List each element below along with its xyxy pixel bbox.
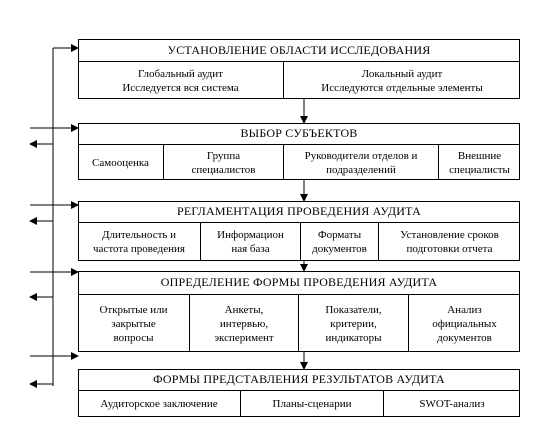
- block-title: УСТАНОВЛЕНИЕ ОБЛАСТИ ИССЛЕДОВАНИЯ: [78, 39, 520, 62]
- cell-line: Исследуются отдельные элементы: [321, 81, 483, 94]
- cell-line: Локальный аудит: [361, 67, 443, 80]
- cell-line: интервью,: [219, 317, 269, 330]
- cell-line: Форматы: [317, 229, 362, 241]
- cell-line: индикаторы: [325, 331, 382, 344]
- block-cell: [78, 62, 283, 99]
- cell-line: Самооценка: [92, 156, 149, 169]
- cell-line: SWOT-анализ: [419, 398, 485, 410]
- block-cell: [378, 223, 520, 261]
- cell-line: документов: [312, 243, 367, 255]
- block-cell: [200, 223, 300, 261]
- block-cell: [300, 223, 378, 261]
- cell-line: Анализ: [447, 303, 482, 316]
- block-cell: [283, 145, 438, 180]
- cell-line: Открытые или: [99, 303, 168, 316]
- cell-line: специалисты: [449, 163, 510, 176]
- cell-line: документов: [437, 331, 492, 344]
- block-title: ФОРМЫ ПРЕДСТАВЛЕНИЯ РЕЗУЛЬТАТОВ АУДИТА: [78, 369, 520, 391]
- block-cell: [283, 62, 520, 99]
- cell-line: закрытые: [111, 317, 156, 330]
- cell-line: специалистов: [191, 163, 256, 176]
- block-cell: [163, 145, 283, 180]
- cell-line: Длительность и: [101, 229, 177, 241]
- cell-line: Глобальный аудит: [138, 67, 223, 80]
- cell-line: ная база: [231, 243, 270, 255]
- cell-line: подразделений: [326, 163, 396, 176]
- block-title: ВЫБОР СУБЪЕКТОВ: [78, 123, 520, 145]
- cell-line: Аудиторское заключение: [100, 398, 218, 410]
- block-cell: [383, 391, 520, 417]
- cell-line: вопросы: [113, 331, 154, 344]
- cell-line: критерии,: [330, 317, 377, 330]
- block-cell: [189, 295, 298, 352]
- cell-line: Информацион: [217, 229, 284, 241]
- block-cell: [408, 295, 520, 352]
- cell-line: Руководители отделов и: [304, 149, 418, 162]
- cell-line: Установление сроков: [400, 229, 499, 241]
- cell-line: Планы-сценарии: [272, 398, 352, 410]
- cell-line: Анкеты,: [224, 303, 264, 316]
- block-cell: [240, 391, 383, 417]
- cell-line: Внешние: [457, 149, 502, 162]
- block-cell: [78, 145, 163, 180]
- cell-line: подготовки отчета: [406, 243, 493, 255]
- block-title: РЕГЛАМЕНТАЦИЯ ПРОВЕДЕНИЯ АУДИТА: [78, 201, 520, 223]
- cell-line: частота проведения: [93, 243, 185, 255]
- cell-line: официальных: [432, 317, 497, 330]
- block-cell: [438, 145, 520, 180]
- block-title: ОПРЕДЕЛЕНИЕ ФОРМЫ ПРОВЕДЕНИЯ АУДИТА: [78, 271, 520, 295]
- cell-line: Исследуется вся система: [122, 81, 239, 94]
- cell-line: Показатели,: [325, 303, 382, 316]
- block-cell: [78, 295, 189, 352]
- cell-line: Группа: [206, 149, 241, 162]
- block-cell: [78, 223, 200, 261]
- block-cell: [298, 295, 408, 352]
- block-cell: [78, 391, 240, 417]
- cell-line: эксперимент: [214, 331, 274, 344]
